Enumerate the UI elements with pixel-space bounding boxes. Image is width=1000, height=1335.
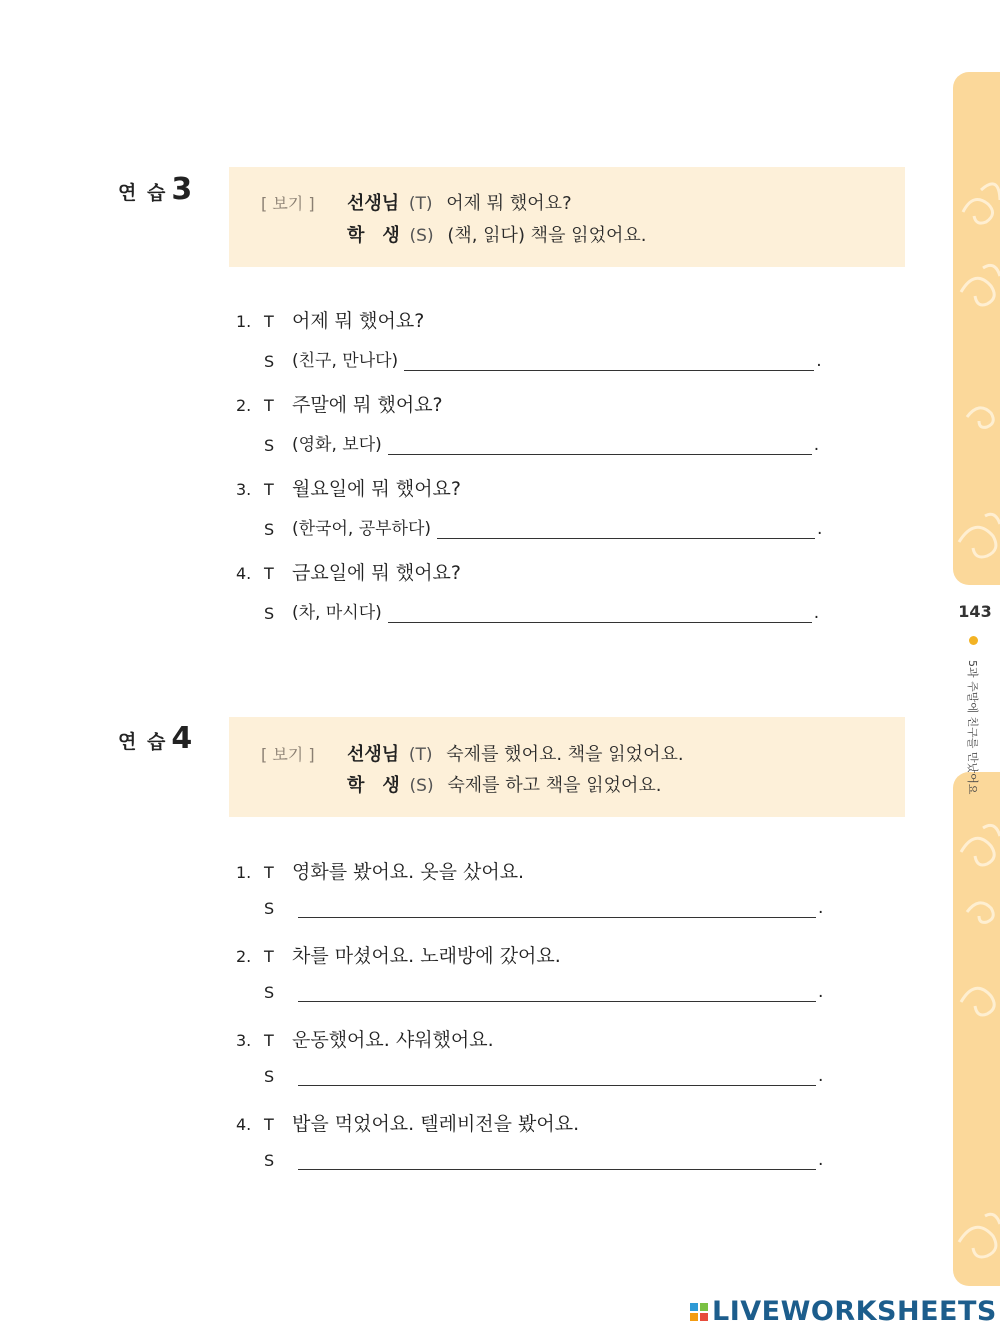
- teacher-marker: T: [264, 564, 274, 583]
- answer-line: [264, 346, 822, 371]
- example-box: [229, 717, 905, 817]
- exercise-4-label: [118, 721, 192, 756]
- item-number: 4.: [236, 1115, 252, 1134]
- period: .: [817, 519, 823, 539]
- example-tag: [ 보기 ]: [261, 745, 315, 764]
- question-text: 운동했어요. 샤워했어요.: [292, 1029, 494, 1051]
- example-student-line: [347, 221, 646, 247]
- question-text: 차를 마셨어요. 노래방에 갔어요.: [292, 945, 561, 967]
- teacher-marker: T: [264, 480, 274, 499]
- item-number: 1.: [236, 312, 252, 331]
- logo-squares-icon: [690, 1303, 708, 1321]
- answer-input[interactable]: [298, 983, 816, 1002]
- student-marker: S: [264, 604, 275, 623]
- side-tab-top: [953, 72, 1000, 585]
- item-number: 3.: [236, 1031, 252, 1050]
- student-speaker: (S): [409, 226, 434, 246]
- example-teacher-line: [347, 740, 684, 766]
- answer-line: [264, 1066, 823, 1086]
- question-line: [236, 306, 424, 333]
- answer-input[interactable]: [404, 352, 814, 371]
- question-line: [236, 1109, 579, 1136]
- side-tab-bottom: [953, 772, 1000, 1286]
- example-teacher-line: [347, 189, 572, 215]
- question-text: 주말에 뭐 했어요?: [292, 394, 443, 416]
- period: .: [818, 1066, 824, 1086]
- question-line: [236, 474, 461, 501]
- teacher-marker: T: [264, 863, 274, 882]
- answer-line: [264, 514, 822, 539]
- liveworksheets-logo[interactable]: [690, 1296, 997, 1327]
- answer-prompt: (차, 마시다): [292, 603, 382, 623]
- teacher-speaker: (T): [408, 745, 433, 765]
- teacher-role: 선생님: [347, 193, 400, 214]
- teacher-marker: T: [264, 396, 274, 415]
- exercise-label-text: 연 습: [118, 182, 168, 204]
- teacher-marker: T: [264, 947, 274, 966]
- cloud-pattern-icon: [953, 772, 1000, 1286]
- exercise-number: 3: [171, 172, 193, 207]
- item-number: 1.: [236, 863, 252, 882]
- chapter-title: 5과 주말에 친구를 만났어요: [966, 660, 979, 795]
- teacher-marker: T: [264, 1031, 274, 1050]
- exercise-3-label: [118, 172, 192, 207]
- example-student-line: [347, 771, 661, 797]
- student-marker: S: [264, 1067, 275, 1086]
- student-speaker: (S): [409, 776, 434, 796]
- page-number: 143: [958, 602, 992, 621]
- teacher-speaker: (T): [408, 194, 433, 214]
- question-line: [236, 857, 524, 884]
- teacher-role: 선생님: [347, 744, 400, 765]
- student-marker: S: [264, 352, 275, 371]
- answer-input[interactable]: [298, 1151, 816, 1170]
- period: .: [813, 435, 820, 455]
- student-role: 학 생: [347, 225, 400, 246]
- item-number: 2.: [236, 396, 252, 415]
- question-text: 밥을 먹었어요. 텔레비전을 봤어요.: [292, 1113, 580, 1135]
- student-role: 학 생: [347, 775, 400, 796]
- exercise-label-text: 연 습: [118, 731, 168, 753]
- question-text: 영화를 봤어요. 옷을 샀어요.: [292, 861, 525, 883]
- example-box: [229, 167, 905, 267]
- answer-prompt: (한국어, 공부하다): [292, 519, 432, 539]
- answer-line: [264, 898, 823, 918]
- answer-prompt: (영화, 보다): [292, 435, 382, 455]
- teacher-marker: T: [264, 312, 274, 331]
- answer-line: [264, 982, 823, 1002]
- question-line: [236, 941, 561, 968]
- student-text: 숙제를 하고 책을 읽었어요.: [447, 775, 662, 796]
- teacher-marker: T: [264, 1115, 274, 1134]
- answer-input[interactable]: [437, 520, 815, 539]
- answer-input[interactable]: [298, 1067, 816, 1086]
- cloud-pattern-icon: [953, 72, 1000, 585]
- question-line: [236, 558, 461, 585]
- example-tag: [ 보기 ]: [261, 194, 315, 213]
- question-line: [236, 1025, 494, 1052]
- period: .: [818, 982, 824, 1002]
- item-number: 2.: [236, 947, 252, 966]
- question-line: [236, 390, 443, 417]
- period: .: [816, 351, 822, 371]
- teacher-text: 어제 뭐 했어요?: [446, 193, 572, 214]
- student-marker: S: [264, 520, 275, 539]
- student-marker: S: [264, 436, 275, 455]
- answer-input[interactable]: [298, 899, 816, 918]
- student-marker: S: [264, 1151, 275, 1170]
- period: .: [813, 603, 820, 623]
- answer-line: [264, 598, 819, 623]
- exercise-number: 4: [171, 721, 193, 756]
- period: .: [818, 898, 824, 918]
- answer-input[interactable]: [388, 604, 812, 623]
- brand-text: LIVEWORKSHEETS: [712, 1296, 997, 1327]
- student-text: (책, 읽다) 책을 읽었어요.: [447, 225, 647, 246]
- question-text: 금요일에 뭐 했어요?: [292, 562, 461, 584]
- item-number: 3.: [236, 480, 252, 499]
- student-marker: S: [264, 983, 275, 1002]
- question-text: 어제 뭐 했어요?: [292, 310, 425, 332]
- answer-prompt: (친구, 만나다): [292, 351, 399, 371]
- bullet-dot: [969, 636, 978, 645]
- answer-line: [264, 430, 819, 455]
- teacher-text: 숙제를 했어요. 책을 읽었어요.: [446, 744, 684, 765]
- answer-line: [264, 1150, 823, 1170]
- student-marker: S: [264, 899, 275, 918]
- question-text: 월요일에 뭐 했어요?: [292, 478, 461, 500]
- item-number: 4.: [236, 564, 252, 583]
- answer-input[interactable]: [388, 436, 812, 455]
- period: .: [818, 1150, 824, 1170]
